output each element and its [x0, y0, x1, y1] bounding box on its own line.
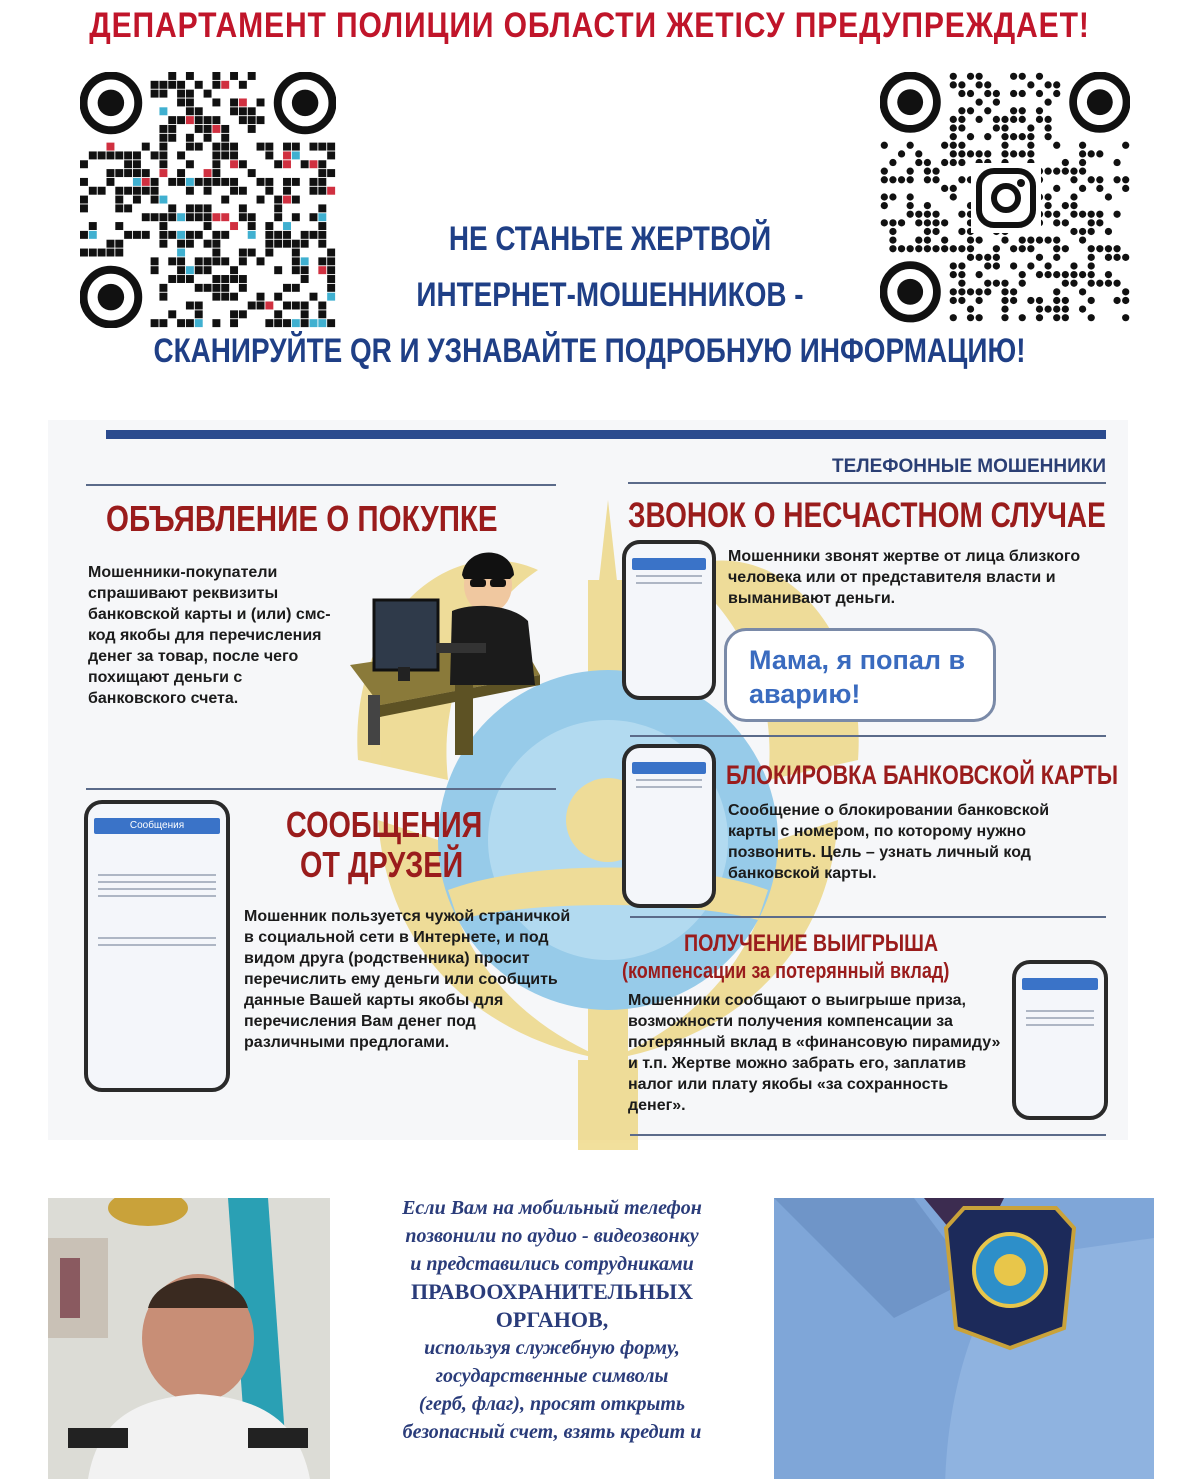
qr-code-icon — [80, 72, 336, 328]
uniform-patch-photo — [774, 1198, 1154, 1479]
friends-title-line-2: ОТ ДРУЗЕЙ — [300, 844, 464, 885]
blocking-title: БЛОКИРОВКА БАНКОВСКОЙ КАРТЫ — [726, 760, 1118, 790]
promo-line-2: ИНТЕРНЕТ-МОШЕННИКОВ - — [416, 276, 804, 314]
blocking-text: Сообщение о блокировании банковской карты с номером, по которому нужно позвонить. Цель – узнать личный код банковской карты. — [728, 802, 1050, 882]
phone-accident — [622, 540, 716, 700]
top-divider — [106, 430, 1106, 439]
warning-line: используя служебную форму, — [424, 1337, 680, 1359]
qr-code-left[interactable] — [80, 72, 336, 328]
hacker-illustration — [340, 545, 555, 760]
phone-blocking — [622, 744, 716, 908]
warning-line: (герб, флаг), просят открыть — [418, 1393, 686, 1415]
promo-line-3: СКАНИРУЙТЕ QR И УЗНАВАЙТЕ ПОДРОБНУЮ ИНФОРМАЦИЮ! — [153, 332, 1026, 370]
warning-line: Если Вам на мобильный телефон — [402, 1197, 702, 1219]
purchase-title: ОБЪЯВЛЕНИЕ О ПОКУПКЕ — [106, 498, 498, 539]
divider — [86, 484, 556, 486]
accident-title: ЗВОНОК О НЕСЧАСТНОМ СЛУЧАЕ — [628, 496, 1106, 535]
divider — [630, 916, 1106, 918]
accident-text: Мошенники звонят жертве от лица близкого человека или от представителя власти и выманивают деньги. — [728, 548, 1081, 607]
divider — [628, 482, 1106, 484]
instagram-icon — [971, 163, 1041, 233]
accident-speech-bubble: Мама, я попал в аварию! — [724, 628, 996, 722]
bottom-divider — [630, 1134, 1106, 1136]
warning-line: ОРГАНОВ, — [495, 1307, 609, 1332]
warning-line: ПРАВООХРАНИТЕЛЬНЫХ — [410, 1279, 694, 1304]
phone-friends — [84, 800, 230, 1092]
phone-header: Сообщения — [94, 818, 220, 834]
warning-line: безопасный счет, взять кредит и — [402, 1421, 702, 1443]
warning-line: позвонили по аудио - видеозвонку — [405, 1225, 699, 1247]
qr-code-right[interactable] — [880, 72, 1130, 324]
officer-photo — [48, 1198, 330, 1479]
promo-line-1: НЕ СТАНЬТЕ ЖЕРТВОЙ — [448, 220, 772, 258]
prize-text: Мошенники сообщают о выигрыше приза, возможности получения компенсации за потерянный вклад в «финансовую пирамиду» и т.п. Жертве можно забрать его, заплатив налог или плату якобы «за сохранность денег». — [628, 992, 1001, 1114]
friends-text: Мошенник пользуется чужой страничкой в социальной сети в Интернете, и под видом друга (родственника) просит перечислить ему деньги или сообщить данные Вашей карты якобы для перечисления Вам денег под различными предлогами. — [244, 908, 571, 1051]
warning-text — [330, 1194, 774, 1446]
section-label: ТЕЛЕФОННЫЕ МОШЕННИКИ — [832, 456, 1106, 477]
phone-prize — [1012, 960, 1108, 1120]
warning-line: и представились сотрудниками — [410, 1253, 694, 1275]
divider — [630, 735, 1106, 737]
divider — [86, 788, 556, 790]
warning-line: государственные символы — [435, 1365, 669, 1387]
purchase-text: Мошенники-покупатели спрашивают реквизиты банковской карты и (или) смс-код якобы для перечисления денег за товар, после чего похищают деньги с банковского счета. — [88, 564, 331, 707]
page-title: ДЕПАРТАМЕНТ ПОЛИЦИИ ОБЛАСТИ ЖЕТІСУ ПРЕДУПРЕЖДАЕТ! — [89, 6, 1090, 45]
prize-title-line-1: ПОЛУЧЕНИЕ ВЫИГРЫША — [684, 930, 939, 957]
friends-title-line-1: СООБЩЕНИЯ — [286, 804, 483, 845]
prize-title-line-2: (компенсации за потерянный вклад) — [622, 958, 950, 983]
